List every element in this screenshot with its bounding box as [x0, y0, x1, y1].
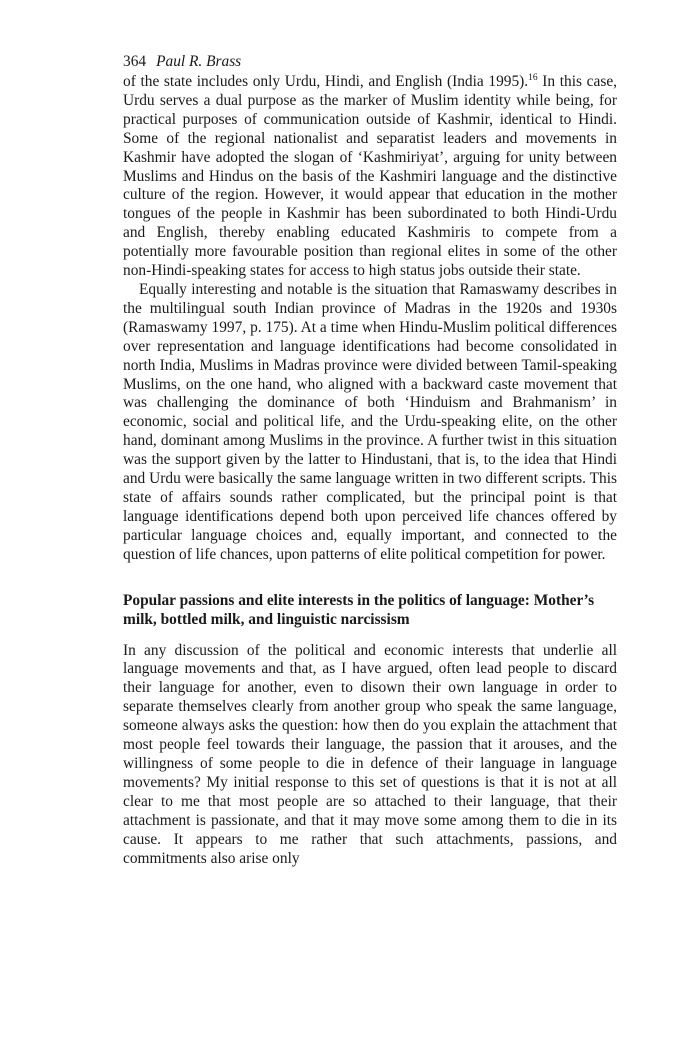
running-head-author: Paul R. Brass — [156, 53, 242, 70]
paragraph-1-text-before-note: of the state includes only Urdu, Hindi, and English (India 1995). — [123, 73, 529, 90]
page-number: 364 — [123, 53, 147, 70]
footnote-marker[interactable]: 16 — [528, 73, 538, 83]
body-paragraph-3: In any discussion of the political and economic interests that underlie all language movements and that, as I have argued, often lead people to discard their language for another, even to disown their own language in order to separate themselves clearly from another group who speak the same language, someone always asks the question: how then do you explain the attachment that most people feel towards their language, the passion that it arouses, and the willingness of some people to die in defence of their language in language movements? My initial response to this set of questions is that it is not at all clear to me that most people are so attached to their language, that their attachment is passionate, and that it may move some among them to die in its cause. It appears to me rather that such attachments, passions, and commitments also arise only — [123, 641, 617, 867]
body-paragraph-1 — [123, 73, 617, 281]
section-heading: Popular passions and elite interests in the politics of language: Mother’s milk, bottled milk, and linguistic narcissism — [123, 591, 595, 628]
book-page — [123, 52, 617, 868]
body-paragraph-2: Equally interesting and notable is the situation that Ramaswamy describes in the multilingual south Indian province of Madras in the 1920s and 1930s (Ramaswamy 1997, p. 175). At a time when Hindu-Muslim political differences over representation and language identifications had become consolidated in north India, Muslims in Madras province were divided between Tamil-speaking Muslims, on the one hand, who aligned with a backward caste movement that was challenging the dominance of both ‘Hinduism and Brahmanism’ in economic, social and political life, and the Urdu-speaking elite, on the other hand, dominant among Muslims in the province. A further twist in this situation was the support given by the latter to Hindustani, that is, to the idea that Hindi and Urdu were basically the same language written in two different scripts. This state of affairs sounds rather complicated, but the principal point is that language identifications depend both upon perceived life chances offered by particular language choices and, equally important, and connected to the question of life chances, upon patterns of elite political competition for power. — [123, 280, 617, 563]
running-head — [123, 52, 617, 71]
paragraph-1-text-after-note: In this case, Urdu serves a dual purpose as the marker of Muslim identity while being, for practical purposes of communication outside of Kashmir, identical to Hindi. Some of the regional nationalist and separatist leaders and movements in Kashmir have adopted the slogan of ‘Kashmiriyat’, arguing for unity between Muslims and Hindus on the basis of the Kashmiri language and the distinctive culture of the region. However, it would appear that education in the mother tongues of the people in Kashmir has been subordinated to both Hindi-Urdu and English, thereby enabling educated Kashmiris to compete from a potentially more favourable position than regional elites in some of the other non-Hindi-speaking states for access to high status jobs outside their state. — [123, 73, 618, 280]
